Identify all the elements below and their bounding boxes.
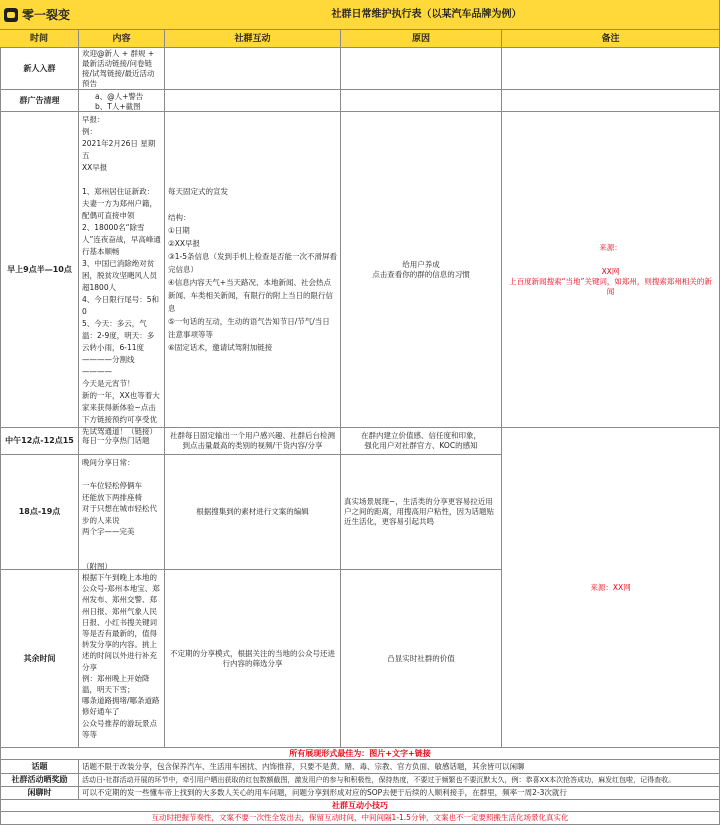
- footer-reward-text: 活动日-社群活动开展的环节中，牵引用户晒出获取的红包数额截图，激发用户的参与和积极性，保持热度，不要过于频繁也不要沉默太久，例：恭喜XX本次抢答成功，麻发红包啦，记得查收。: [79, 774, 720, 787]
- row-morning-notes: [502, 112, 720, 428]
- row-ad-cleanup-interaction: [165, 90, 341, 112]
- row-other-interaction: 不定期的分享模式，根据关注的当地的公众号还进行内容的筛选分享: [165, 570, 341, 748]
- rows-noon-to-other-notes: 来源：XX网: [502, 428, 720, 748]
- row-ad-cleanup-reason: [341, 90, 502, 112]
- row-morning-time: 早上9点半—10点: [0, 112, 79, 428]
- row-other-reason: 凸显实时社群的价值: [341, 570, 502, 748]
- header-time: 时间: [0, 30, 79, 48]
- row-newcomer-reason: [341, 48, 502, 90]
- format-banner: 所有展现形式最佳为：图片+文字+链接: [0, 748, 720, 760]
- row-other-time: 其余时间: [0, 570, 79, 748]
- row-ad-cleanup-content: a、@人+警告 b、T人+截图: [79, 90, 165, 112]
- row-noon-interaction: 社群每日固定输出一个用户感兴趣、社群后台检测到点击量最高的类别的视频/干货内容/分享: [165, 428, 341, 455]
- logo-icon: [4, 8, 18, 22]
- footer-topic-text: 话题不限于改装分享，包含保养汽车、生活用车困扰、内饰推荐，只要不是黄、赌、毒、宗教、官方负面、敏感话题，其余皆可以闲聊: [79, 760, 720, 774]
- table-title: 社群日常维护执行表（以某汽车品牌为例）: [134, 0, 720, 30]
- row-noon-time: 中午12点-12点15: [0, 428, 79, 455]
- row-ad-cleanup-time: 群广告清理: [0, 90, 79, 112]
- row-evening-interaction: 根据搜集到的素材进行文案的编辑: [165, 455, 341, 570]
- row-noon-content: 每日一分享热门话题: [79, 428, 165, 455]
- footer-chat-label: 闲聊时: [0, 787, 79, 800]
- tips-title: 社群互动小技巧: [0, 800, 720, 812]
- row-ad-cleanup-notes: [502, 90, 720, 112]
- footer-topic-label: 话题: [0, 760, 79, 774]
- logo-text: 零一裂变: [22, 7, 71, 22]
- row-newcomer-time: 新人入群: [0, 48, 79, 90]
- row-evening-reason: 真实场景展现~，生活类的分享更容易拉近用户之间的距离，用搜高用户粘性，因为话题贴近生活化，更容易引起共鸣: [341, 455, 502, 570]
- footer-chat-text: 可以不定期的发一些懂车帝上找到的大多数人关心的用车问题，问题分享到形成对应的SOP去便于后续的人顺利接手，在群里，频率一周2-3次就行: [79, 787, 720, 800]
- notes-source-name: XX网: [601, 266, 620, 276]
- header-interaction: 社群互动: [165, 30, 341, 48]
- row-newcomer-content: 欢迎@新人 + 群规 + 最新活动链接/问卷链接/试驾链接/最近活动预告: [79, 48, 165, 90]
- row-morning-content: 早报： 例： 2021年2月26日 星期五 XX早报 1、郑州居住证新政：夫妻一方为郑州户籍，配偶可直接申领 2、18000名“除雪人”连夜奋战，早高峰通行基本顺畅 3、中国已消除绝对贫困，脱贫攻坚飓风人员超1800人 4、今日限行尾号：5和0 5、今天：多云，气温：2-9度，明天：多云转小雨，6-11度 ————分割线———— 今天是元宵节！ 新的一年，XX也等着大家来获得新体验~点击下方链接预约可享受优先试驾通道！（链接）: [79, 112, 165, 428]
- row-noon-reason: 在群内建立价值感、信任度和印象， 强化用户对社群官方、KOC的感知: [341, 428, 502, 455]
- header-notes: 备注: [502, 30, 720, 48]
- row-morning-interaction: 每天固定式的宣发 结构： ①日期 ②XX早报 ③1-5条信息（发到手机上检查是否能一次不滑屏看完信息） ④信息内容天气+当天路况、本地新闻、社会热点新闻、车类相关新闻，有限行的附上当日的限行信息 ⑤一句话的互动，生动的语气告知节日/节气/当日注意事项等等 ⑥固定话术，邀请试驾附加链接: [165, 112, 341, 428]
- row-morning-reason: 给用户养成 点击查看你的群的信息的习惯: [341, 112, 502, 428]
- row-other-content: 根据下午到晚上本地的公众号-郑州本地宝、郑州发布、郑州交警、郑州日报、郑州气象人民日报、小红书搜关键词等是否有最新的，值得转发分享的内容。挑上述的时间以外进行补充分享 例：郑州晚上开始降温，明天下雪； 哪条道路拥堵/哪条道路修好通车了 公众号推荐的游玩景点等等: [79, 570, 165, 748]
- row-newcomer-interaction: [165, 48, 341, 90]
- logo: [0, 0, 134, 30]
- header-content: 内容: [79, 30, 165, 48]
- row-evening-time: 18点-19点: [0, 455, 79, 570]
- header-reason: 原因: [341, 30, 502, 48]
- notes-source-tip: 上百度新闻搜索“当地”关键词，如郑州，则搜索郑州相关的新闻: [509, 276, 712, 296]
- footer-reward-label: 社群活动晒奖励: [0, 774, 79, 787]
- row-newcomer-notes: [502, 48, 720, 90]
- tips-text: 互动时把握节奏性，文案不要一次性全发出去，保留互动时间，中间间隔1-1.5分钟，文案也不一定要照搬生活化场景化真实化: [0, 812, 720, 825]
- notes-source-label: 来源：: [599, 242, 622, 252]
- row-evening-content: 晚间分享日常： 一车位轻松停俩车 还能放下两排座椅 对于只想在城市轻松代步的人来说 两个字——完美 （附图）: [79, 455, 165, 570]
